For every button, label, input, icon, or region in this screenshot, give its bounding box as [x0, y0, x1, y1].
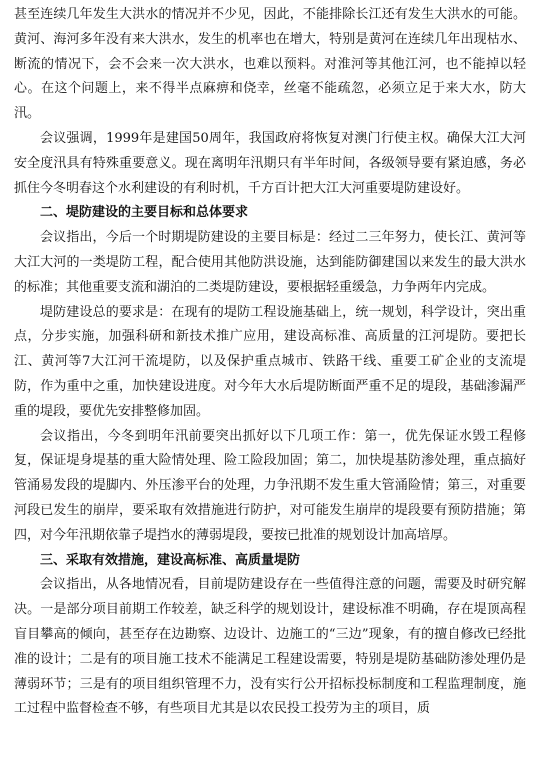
section-heading-measures: 三、采取有效措施，建设高标准、高质量堤防: [40, 552, 301, 568]
paragraph-main-goals: 会议指出，今后一个时期堤防建设的主要目标是：经过二三年努力，使长江、黄河等大江大河的一类堤防工程，配合使用其他防洪设施，达到能防御建国以来发生的最大洪水的标准；其他重要支流和湖泊的二类堤防建设，要根据轻重缓急，力争两年内完成。: [14, 230, 526, 295]
paragraph-current-problems: 会议指出，从各地情况看，目前堤防建设存在一些值得注意的问题，需要及时研究解决。一是部分项目前期工作较差，缺乏科学的规划设计，建设标准不明确，存在堤顶高程盲目攀高的倾向，甚至存在边勘察、边设计、边施工的“三边”现象，有的擅自修改已经批准的设计；二是有的项目施工技术不能满足工程建设需要，特别是堤防基础防渗处理仍是薄弱环节；三是有的项目组织管理不力，没有实行公开招标投标制度和工程监理制度，施工过程中监督检查不够，有些项目尤其是以农民投工投劳为主的项目，质: [14, 577, 526, 717]
paragraph-1999-anniversary: 会议强调，1999年是建国50周年，我国政府将恢复对澳门行使主权。确保大江大河安全度汛具有特殊重要意义。现在离明年汛期只有半年时间，各级领导要有紧迫感，务必抓住今冬明春这个水利建设的有利时机，千方百计把大江大河重要堤防建设好。: [14, 130, 526, 196]
paragraph-general-requirements: 堤防建设总的要求是：在现有的堤防工程设施基础上，统一规划，科学设计，突出重点，分步实施，加强科研和新技术推广应用，建设高标准、高质量的江河堤防。要把长江、黄河等7大江河干流堤防，以及保护重点城市、铁路干线、重要工矿企业的支流堤防，作为重中之重，加快建设进度。对今年大水后堤防断面严重不足的堤段，基础渗漏严重的堤段，要优先安排整修加固。: [14, 304, 526, 419]
section-heading-goals: 二、堤防建设的主要目标和总体要求: [40, 205, 249, 221]
paragraph-flood-risk: 甚至连续几年发生大洪水的情况并不少见，因此，不能排除长江还有发生大洪水的可能。黄河、海河多年没有来大洪水，发生的机率也在增大，特别是黄河在连续几年出现枯水、断流的情况下，会不会来一次大洪水，也难以预料。对淮河等其他江河，也不能掉以轻心。在这个问题上，来不得半点麻痹和侥幸，丝毫不能疏忽，必须立足于来大水，防大汛。: [14, 7, 526, 122]
paragraph-winter-spring-tasks: 会议指出，今冬到明年汛前要突出抓好以下几项工作：第一，优先保证水毁工程修复，保证堤身堤基的重大险情处理、险工险段加固；第二，加快堤基防渗处理，重点搞好管涌易发段的堤脚内、外压渗平台的处理，力争汛期不发生重大管涌险情；第三，对重要河段已发生的崩岸，要采取有效措施进行防护，对可能发生崩岸的堤段要有预防措施；第四，对今年汛期依靠子堤挡水的薄弱堤段，要按已批准的规划设计加高培厚。: [14, 428, 526, 543]
